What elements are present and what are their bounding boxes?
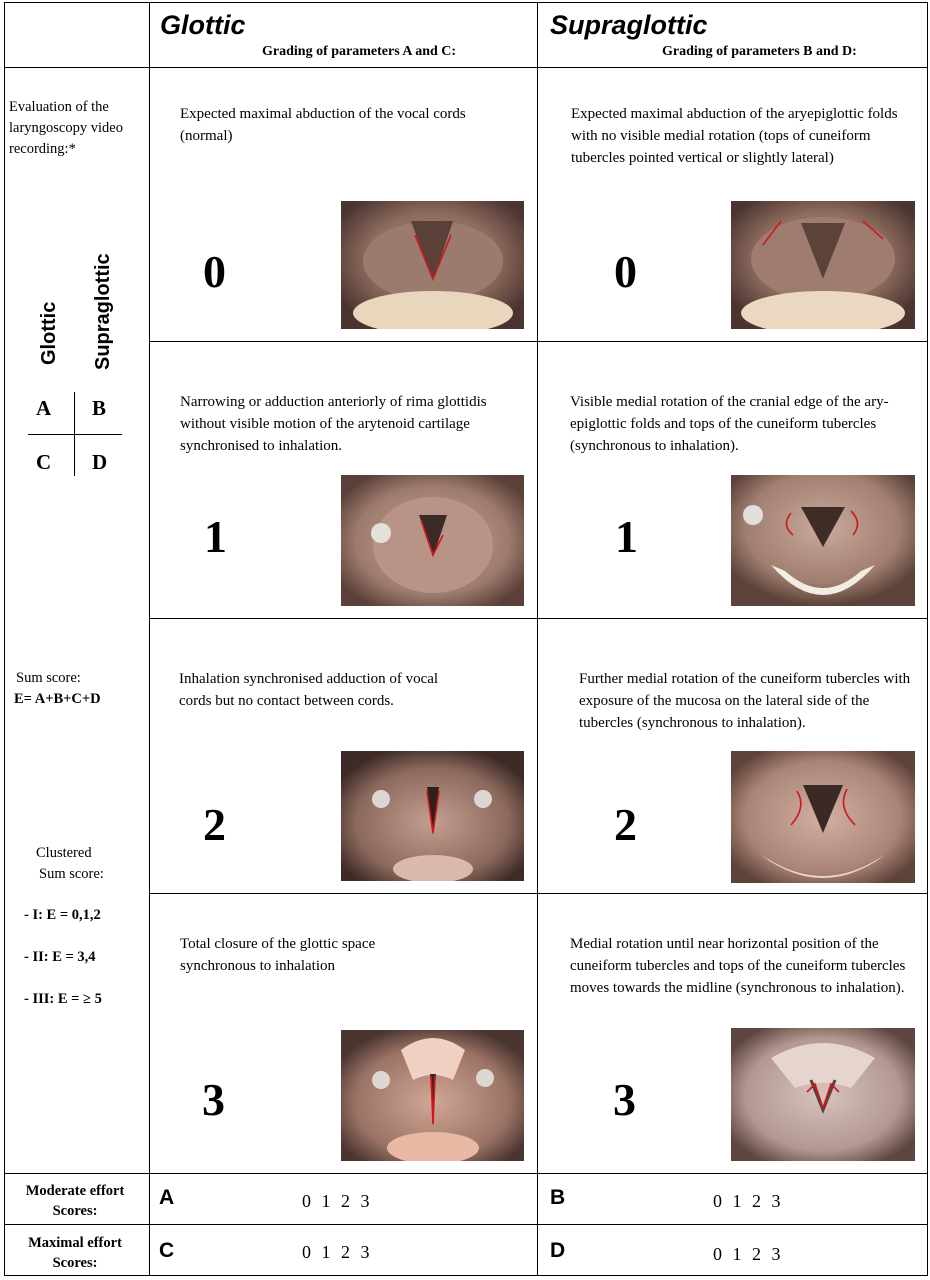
divider <box>149 618 927 619</box>
supraglottic-description: Expected maximal abduction of the aryepiglottic folds with no visible medial rotation (tops of cuneiform tubercles pointed vertical or slightly lateral) <box>571 106 898 166</box>
laryngoscopy-image <box>341 475 524 606</box>
moderate-effort-label: Moderate effort Scores: <box>25 1183 125 1219</box>
evaluation-note: Evaluation of the laryngoscopy video recording:* <box>9 99 123 157</box>
sum-score-formula: E= A+B+C+D <box>14 691 101 707</box>
score-letter-a: A <box>159 1186 175 1209</box>
supraglottic-header-subtitle: Grading of parameters B and D: <box>662 44 857 59</box>
supraglottic-description: Further medial rotation of the cuneiform tubercles with exposure of the mucosa on the lateral side of the tubercles (synchronous to inhalation). <box>579 671 911 731</box>
cluster-item: - III: E = ≥ 5 <box>24 991 102 1007</box>
laryngoscopy-image <box>731 1028 915 1161</box>
glottic-header-subtitle: Grading of parameters A and C: <box>262 44 457 59</box>
glottic-description: Expected maximal abduction of the vocal cords (normal) <box>180 106 466 144</box>
supraglottic-grade: 0 <box>614 246 637 297</box>
glottic-description: Total closure of the glottic space synchronous to inhalation <box>180 936 376 974</box>
divider <box>149 3 150 1275</box>
supraglottic-grade: 3 <box>613 1074 636 1125</box>
supraglottic-grade: 1 <box>615 511 638 562</box>
laryngoscopy-image <box>731 201 915 329</box>
laryngoscopy-image <box>341 751 524 881</box>
supraglottic-description: Visible medial rotation of the cranial edge of the ary-epiglottic folds and tops of the cuneiform tubercles (synchronous to inhalation). <box>570 394 889 454</box>
grid-cell-d: D <box>92 450 108 474</box>
score-options-a: 0 1 2 3 <box>302 1191 370 1211</box>
glottic-header-title: Glottic <box>160 10 246 40</box>
divider <box>5 1224 927 1225</box>
grid-cell-a: A <box>36 396 52 420</box>
divider <box>5 1173 927 1174</box>
supraglottic-header-title: Supraglottic <box>550 10 708 40</box>
score-options-d: 0 1 2 3 <box>713 1244 781 1264</box>
rotated-label-glottic: Glottic <box>38 301 60 365</box>
glottic-grade: 1 <box>204 511 227 562</box>
score-letter-b: B <box>550 1186 566 1209</box>
cluster-item: - II: E = 3,4 <box>24 949 96 965</box>
glottic-grade: 2 <box>203 799 226 850</box>
glottic-grade: 0 <box>203 246 226 297</box>
glottic-grade: 3 <box>202 1074 225 1125</box>
divider <box>149 893 927 894</box>
score-letter-d: D <box>550 1239 566 1262</box>
score-options-c: 0 1 2 3 <box>302 1242 370 1262</box>
clustered-label: Clustered <box>36 845 92 861</box>
rotated-label-supraglottic: Supraglottic <box>92 253 114 370</box>
cluster-item: - I: E = 0,1,2 <box>24 907 101 923</box>
score-letter-c: C <box>159 1239 175 1262</box>
maximal-effort-label: Maximal effort Scores: <box>28 1235 122 1271</box>
clustered-sum-label: Sum score: <box>39 866 104 882</box>
supraglottic-description: Medial rotation until near horizontal position of the cuneiform tubercles and tops of the cuneiform tubercles moves towards the midline (synchronous to inhalation). <box>570 936 906 996</box>
parameter-grid <box>28 392 122 476</box>
glottic-description: Narrowing or adduction anteriorly of rima glottidis without visible motion of the arytenoid cartilage synchronised to inhalation. <box>180 394 487 454</box>
grid-cell-c: C <box>36 450 52 474</box>
laryngoscopy-image <box>731 751 915 883</box>
score-options-b: 0 1 2 3 <box>713 1191 781 1211</box>
sum-score-label: Sum score: <box>16 670 81 686</box>
glottic-description: Inhalation synchronised adduction of vocal cords but no contact between cords. <box>179 671 439 709</box>
divider <box>5 67 927 68</box>
divider <box>149 341 927 342</box>
divider <box>537 3 538 1275</box>
laryngoscopy-image <box>731 475 915 606</box>
laryngoscopy-image <box>341 201 524 329</box>
supraglottic-grade: 2 <box>614 799 637 850</box>
laryngoscopy-image <box>341 1030 524 1161</box>
grid-cell-b: B <box>92 396 107 420</box>
